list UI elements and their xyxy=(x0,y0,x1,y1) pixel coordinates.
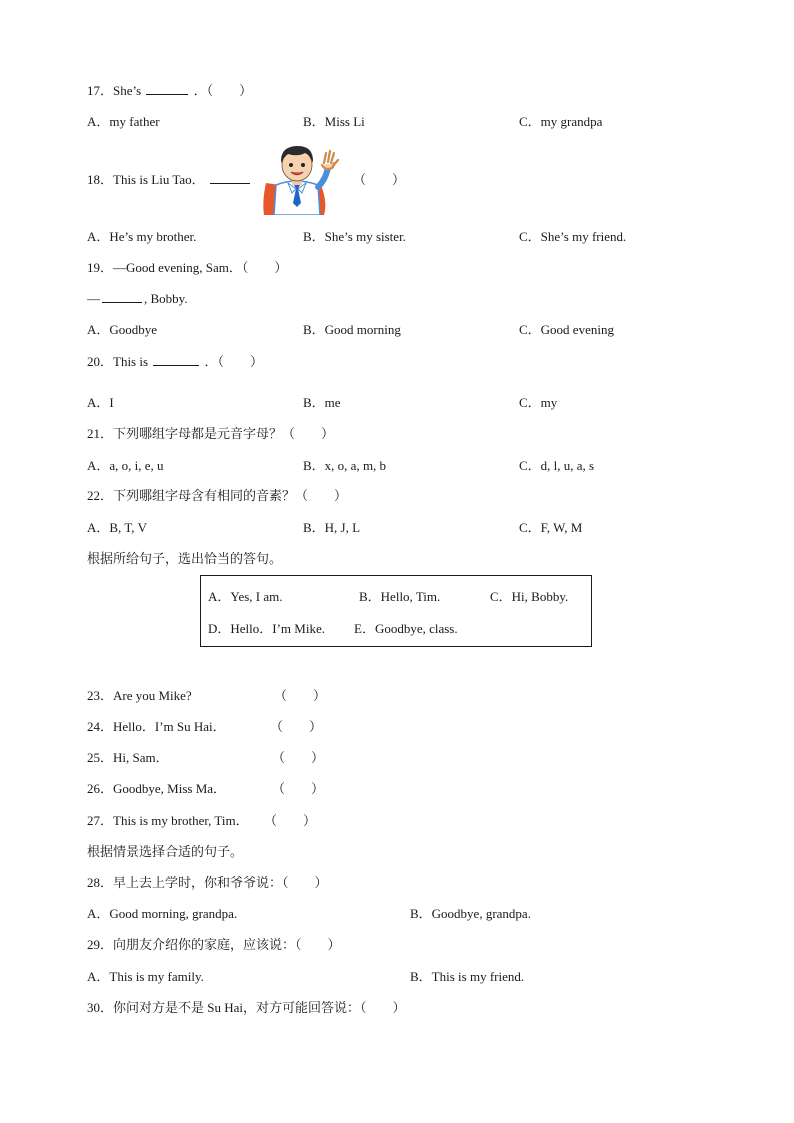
q17-option-a[interactable]: A．my father xyxy=(87,114,160,129)
box-option-e: E．Goodbye, class. xyxy=(354,621,458,636)
q29-option-b[interactable]: B．This is my friend. xyxy=(410,969,525,984)
q23-answer-paren[interactable]: （ ） xyxy=(274,688,327,703)
q24-answer-paren[interactable]: （ ） xyxy=(270,719,323,734)
q20-end: ．（ ） xyxy=(204,354,264,369)
q26-text: 26．Goodbye, Miss Ma． xyxy=(87,781,227,796)
q19-stem: 19．—Good evening, Sam．（ ） xyxy=(87,260,288,275)
q19-option-c[interactable]: C．Good evening xyxy=(519,322,614,337)
q19-line2 xyxy=(87,290,188,308)
q17-blank[interactable] xyxy=(146,82,188,95)
q19-option-b[interactable]: B．Good morning xyxy=(303,322,401,337)
q19-blank[interactable] xyxy=(102,290,142,303)
q20-option-c[interactable]: C．my xyxy=(519,395,558,410)
box-option-b: B．Hello, Tim. xyxy=(359,589,441,604)
q21-option-a[interactable]: A．a, o, i, e, u xyxy=(87,458,164,473)
q29-option-a[interactable]: A．This is my family. xyxy=(87,969,204,984)
answer-options-box xyxy=(200,575,592,647)
q22-option-c[interactable]: C．F, W, M xyxy=(519,520,583,535)
q18-stem: 18．This is Liu Tao． xyxy=(87,172,205,187)
q20-option-a[interactable]: A．I xyxy=(87,395,114,410)
q25-answer-paren[interactable]: （ ） xyxy=(272,750,325,765)
q18-option-a[interactable]: A．He’s my brother. xyxy=(87,229,197,244)
box-option-a: A．Yes, I am. xyxy=(208,589,283,604)
q19-suffix: , Bobby. xyxy=(144,291,188,306)
q17-option-b[interactable]: B．Miss Li xyxy=(303,114,365,129)
q18-option-b[interactable]: B．She’s my sister. xyxy=(303,229,406,244)
q30-stem: 30．你问对方是不是 Su Hai，对方可能回答说：（ ） xyxy=(87,1000,406,1015)
q26-answer-paren[interactable]: （ ） xyxy=(272,781,325,796)
q22-stem: 22．下列哪组字母含有相同的音素？（ ） xyxy=(87,488,348,503)
q23-text: 23．Are you Mike? xyxy=(87,688,192,703)
q28-stem: 28．早上去上学时，你和爷爷说：（ ） xyxy=(87,875,328,890)
q19-option-a[interactable]: A．Goodbye xyxy=(87,322,158,337)
q20-option-b[interactable]: B．me xyxy=(303,395,341,410)
q28-option-a[interactable]: A．Good morning, grandpa. xyxy=(87,906,238,921)
q21-stem: 21．下列哪组字母都是元音字母？（ ） xyxy=(87,426,335,441)
question-20 xyxy=(87,353,263,371)
q18-blank[interactable] xyxy=(210,171,250,184)
q22-option-a[interactable]: A．B, T, V xyxy=(87,520,147,535)
boy-waving-icon xyxy=(258,143,344,215)
q27-text: 27．This is my brother, Tim． xyxy=(87,813,249,828)
box-option-c: C．Hi, Bobby. xyxy=(490,589,569,604)
box-option-d: D．Hello．I’m Mike. xyxy=(208,621,325,636)
q17-stem: 17．She’s xyxy=(87,83,142,98)
q21-option-b[interactable]: B．x, o, a, m, b xyxy=(303,458,387,473)
q28-option-b[interactable]: B．Goodbye, grandpa. xyxy=(410,906,531,921)
q20-stem: 20．This is xyxy=(87,354,149,369)
q17-option-c[interactable]: C．my grandpa xyxy=(519,114,603,129)
q24-text: 24．Hello．I’m Su Hai． xyxy=(87,719,226,734)
question-18 xyxy=(87,171,252,189)
q22-option-b[interactable]: B．H, J, L xyxy=(303,520,361,535)
q25-text: 25．Hi, Sam． xyxy=(87,750,169,765)
q21-option-c[interactable]: C．d, l, u, a, s xyxy=(519,458,595,473)
section2-instruction: 根据所给句子，选出恰当的答句。 xyxy=(87,551,283,566)
q17-end: ．（ ） xyxy=(193,83,253,98)
question-17 xyxy=(87,82,252,100)
q29-stem: 29．向朋友介绍你的家庭，应该说：（ ） xyxy=(87,937,341,952)
q18-paren: （ ） xyxy=(353,172,406,187)
q20-blank[interactable] xyxy=(153,353,199,366)
section3-instruction: 根据情景选择合适的句子。 xyxy=(87,844,244,859)
q18-option-c[interactable]: C．She’s my friend. xyxy=(519,229,627,244)
q27-answer-paren[interactable]: （ ） xyxy=(264,813,317,828)
q19-dash: — xyxy=(87,291,100,306)
